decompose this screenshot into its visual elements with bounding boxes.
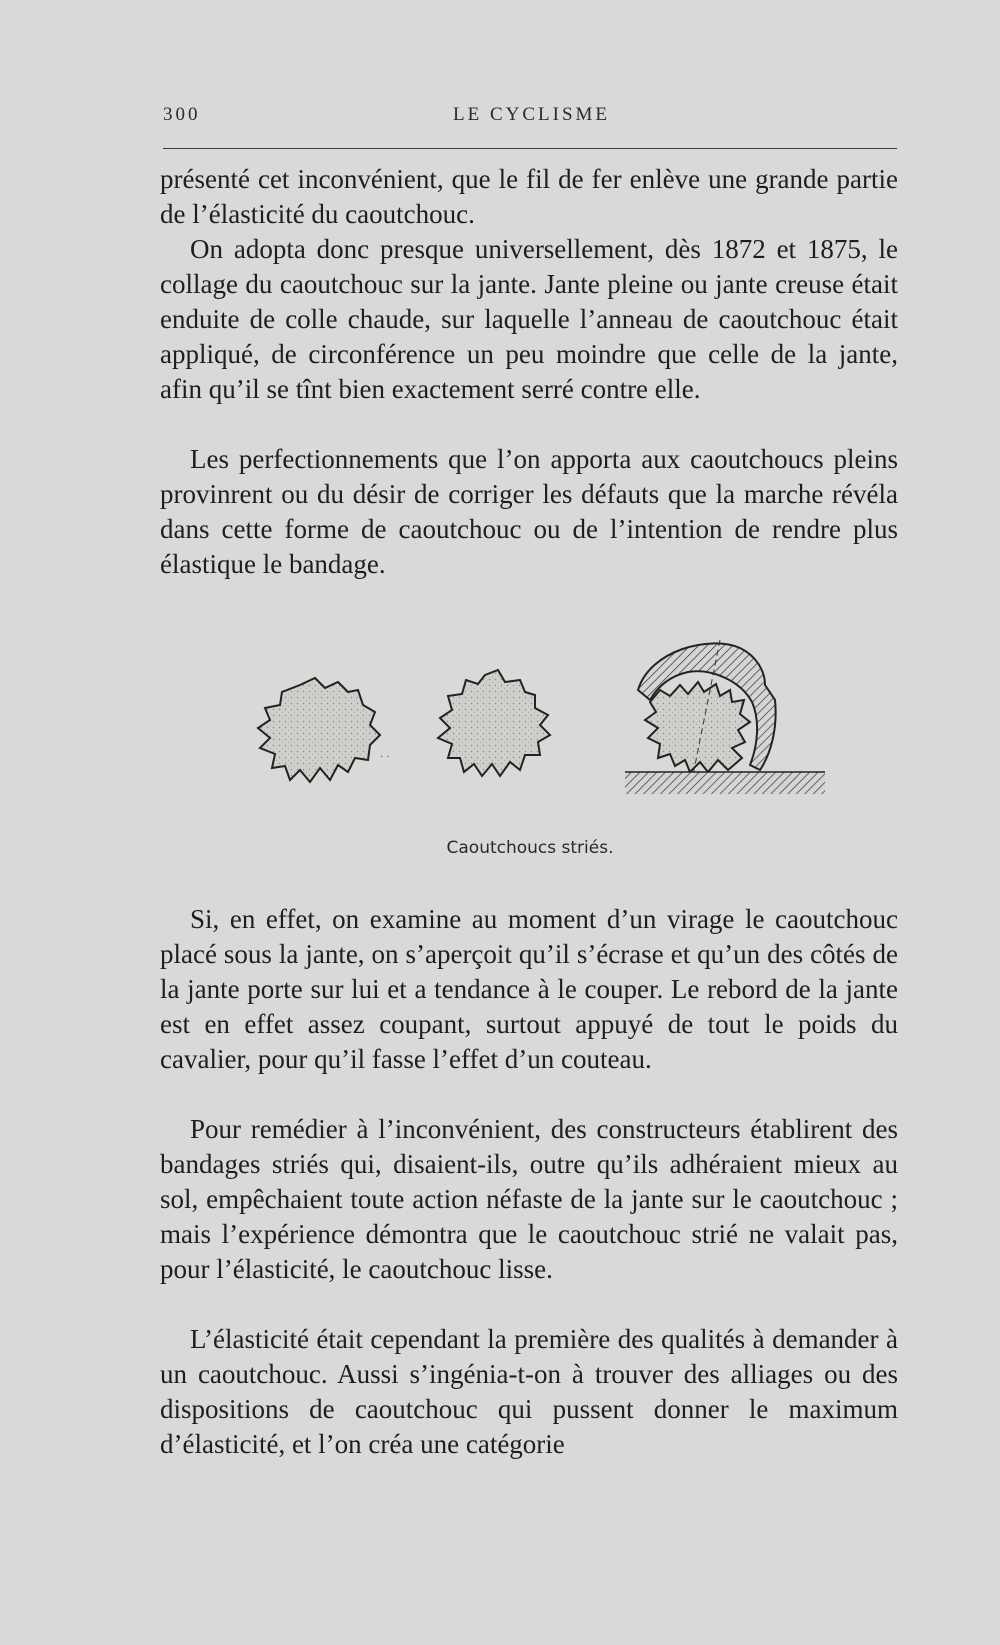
- paragraph-perfectionnements: Les perfectionnements que l’on apporta aux caoutchoucs pleins provinrent ou du désir de corriger les défauts que la marche révéla dans cette forme de caoutchouc ou de l’intention de rendre plus élastique le bandage.: [160, 444, 898, 579]
- paragraph-elasticite: L’élasticité était cependant la première des qualités à demander à un caoutchouc. Aussi s’ingénia-t-on à trouver des alliages ou des dispositions de caoutchouc qui pussent donner le maximum d’élasticité, et l’on créa une catégorie: [160, 1324, 898, 1459]
- paragraph-collage: On adopta donc presque universellement, dès 1872 et 1875, le collage du caoutchouc sur la jante. Jante pleine ou jante creuse était enduite de colle chaude, sur laquelle l’anneau de caoutchouc était appliqué, de circonférence un peu moindre que celle de la jante, afin qu’il se tînt bien exactement serré contre elle.: [160, 234, 898, 404]
- header-rule: [163, 148, 897, 149]
- paragraph-continued: présenté cet inconvénient, que le fil de fer enlève une grande partie de l’élasticité du caoutchouc.: [160, 164, 898, 229]
- figure-illustration: [230, 630, 830, 840]
- paragraph-virage: Si, en effet, on examine au moment d’un virage le caoutchouc placé sous la jante, on s’aperçoit qu’il s’écrase et qu’un des côtés de la jante porte sur lui et a tendance à le couper. Le rebord de la jante est en effet assez coupant, surtout appuyé de tout le poids du cavalier, pour qu’il fasse l’effet d’un couteau.: [160, 904, 898, 1074]
- figure-caption: Caoutchoucs striés.: [446, 838, 614, 858]
- page-number: 300: [163, 104, 201, 125]
- svg-text:· ·: · ·: [380, 752, 390, 763]
- paragraph-remedier: Pour remédier à l’inconvénient, des constructeurs établirent des bandages striés qui, disaient-ils, outre qu’ils adhéraient mieux au sol, empêchaient toute action néfaste de la jante sur le caoutchouc ; mais l’expérience démontra que le caoutchouc strié ne valait pas, pour l’élasticité, le caoutchouc lisse.: [160, 1114, 898, 1284]
- figure-striated-tires: [230, 630, 830, 860]
- tire-on-rim-with-ground: [625, 640, 825, 794]
- tire-section-1: [258, 678, 380, 782]
- page-header: [163, 104, 897, 136]
- tire-section-2: [380, 670, 550, 776]
- running-title: LE CYCLISME: [453, 104, 611, 125]
